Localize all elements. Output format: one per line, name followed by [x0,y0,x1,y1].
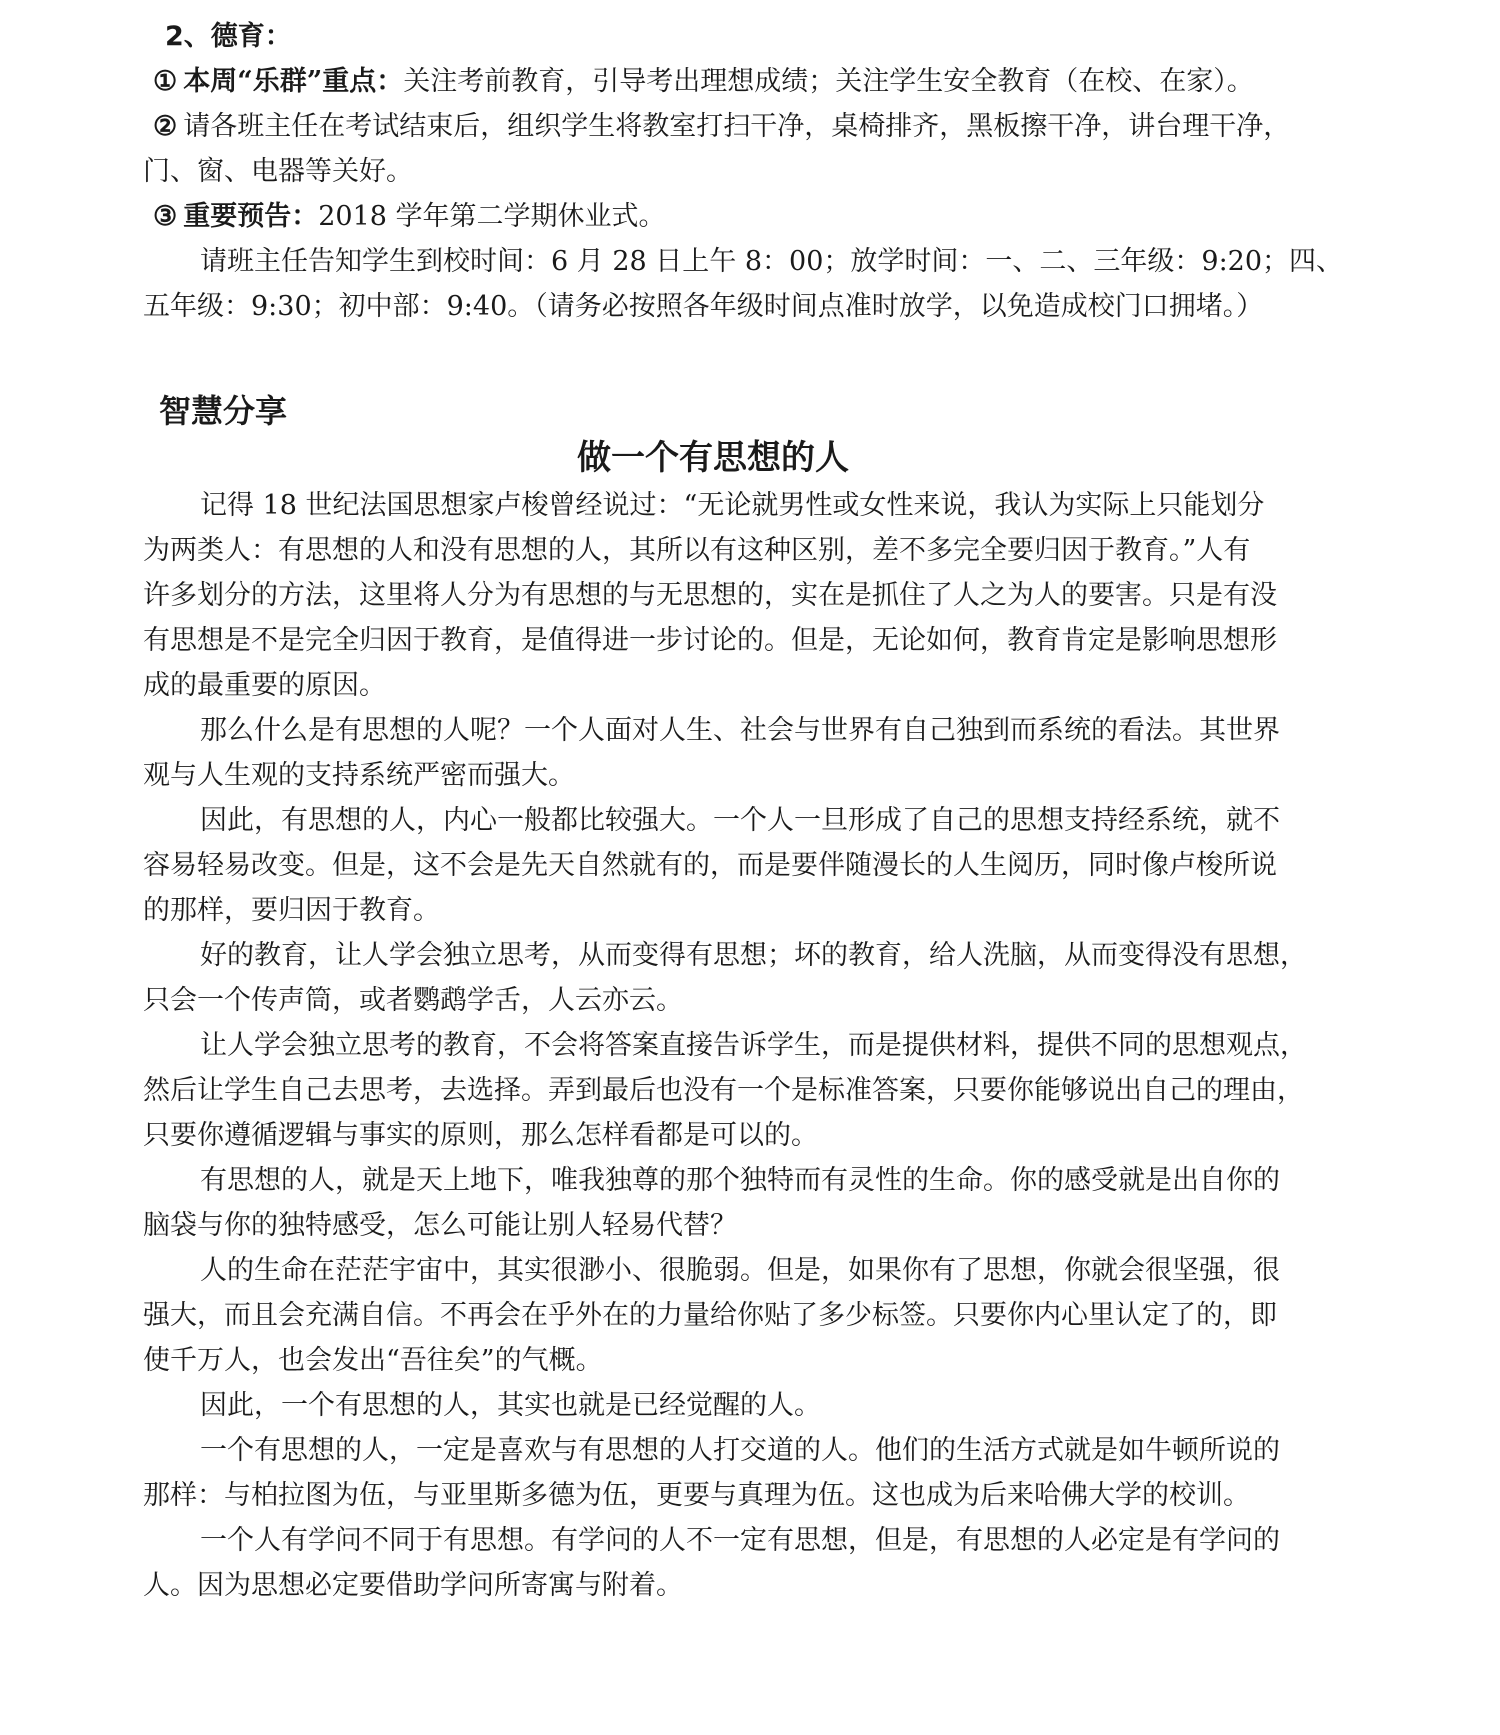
article-paragraph [143,1428,1343,1518]
article-paragraph [143,1383,1343,1428]
article-paragraph [143,1158,1343,1248]
paragraph-line: 的那样，要归因于教育。 [143,895,440,926]
paragraph-line: 为两类人：有思想的人和没有思想的人，其所以有这种区别，差不多完全要归因于教育。”人有 [143,535,1251,566]
paragraph-line: 因此，有思想的人，内心一般都比较强大。一个人一旦形成了自己的思想支持经系统，就不 [200,805,1280,836]
moral-item-2 [143,104,1343,149]
paragraph-line: 一个有思想的人，一定是喜欢与有思想的人打交道的人。他们的生活方式就是如牛顿所说的 [200,1435,1280,1466]
article-paragraph [143,1248,1343,1383]
wisdom-share-title: 智慧分享 [159,392,288,430]
item-2-text-line1: 请各班主任在考试结束后，组织学生将教室打扫干净，桌椅排齐，黑板擦干净，讲台理干净， [183,111,1291,142]
article-title: 做一个有思想的人 [577,438,849,478]
moral-item-2-continuation: 门、窗、电器等关好。 [143,156,413,187]
notice-line-1: 请班主任告知学生到校时间：6 月 28 日上午 8：00；放学时间：一、二、三年级：9:20；四、 [200,246,1344,277]
paragraph-line: 因此，一个有思想的人，其实也就是已经觉醒的人。 [200,1390,821,1421]
paragraph-line: 好的教育，让人学会独立思考，从而变得有思想；坏的教育，给人洗脑，从而变得没有思想， [200,940,1307,971]
paragraph-line: 人的生命在茫茫宇宙中，其实很渺小、很脆弱。但是，如果你有了思想，你就会很坚强，很 [200,1255,1280,1286]
article-paragraph [143,798,1343,933]
paragraph-line: 强大，而且会充满自信。不再会在乎外在的力量给你贴了多少标签。只要你内心里认定了的，即 [143,1300,1277,1331]
item-2-number: ② [153,111,178,142]
paragraph-line: 人。因为思想必定要借助学问所寄寓与附着。 [143,1570,683,1601]
article-paragraph [143,483,1343,708]
item-3-label: 重要预告： [183,201,319,232]
notice-line-2: 五年级：9:30；初中部：9:40。（请务必按照各年级时间点准时放学，以免造成校门口拥堵。） [143,291,1264,322]
document-page [143,14,1343,1608]
paragraph-line: 容易轻易改变。但是，这不会是先天自然就有的，而是要伴随漫长的人生阅历，同时像卢梭所说 [143,850,1277,881]
paragraph-line: 使千万人，也会发出“吾往矣”的气概。 [143,1345,603,1376]
paragraph-line: 记得 18 世纪法国思想家卢梭曾经说过：“无论就男性或女性来说，我认为实际上只能划分 [200,490,1265,521]
article-paragraph [143,1518,1343,1608]
item-1-label: 本周“乐群”重点： [183,66,404,97]
item-3-text: 2018 学年第二学期休业式。 [318,201,666,232]
paragraph-line: 观与人生观的支持系统严密而强大。 [143,760,575,791]
paragraph-line: 然后让学生自己去思考，去选择。弄到最后也没有一个是标准答案，只要你能够说出自己的理由， [143,1075,1304,1106]
article-paragraph [143,933,1343,1023]
paragraph-line: 许多划分的方法，这里将人分为有思想的与无思想的，实在是抓住了人之为人的要害。只是有没 [143,580,1277,611]
paragraph-line: 只会一个传声筒，或者鹦鹉学舌，人云亦云。 [143,985,683,1016]
article-paragraph [143,1023,1343,1158]
item-1-text: 关注考前教育，引导考出理想成绩；关注学生安全教育（在校、在家）。 [403,66,1254,97]
moral-education-heading: 2、德育： [165,21,292,52]
paragraph-line: 有思想是不是完全归因于教育，是值得进一步讨论的。但是，无论如何，教育肯定是影响思想形 [143,625,1277,656]
article-body [143,483,1343,1608]
paragraph-line: 让人学会独立思考的教育，不会将答案直接告诉学生，而是提供材料，提供不同的思想观点， [200,1030,1307,1061]
item-3-number: ③ [153,201,178,232]
moral-item-1 [143,59,1343,104]
article-paragraph [143,708,1343,798]
paragraph-line: 那样：与柏拉图为伍，与亚里斯多德为伍，更要与真理为伍。这也成为后来哈佛大学的校训。 [143,1480,1250,1511]
paragraph-line: 脑袋与你的独特感受，怎么可能让别人轻易代替？ [143,1210,737,1241]
paragraph-line: 那么什么是有思想的人呢？一个人面对人生、社会与世界有自己独到而系统的看法。其世界 [200,715,1280,746]
paragraph-line: 成的最重要的原因。 [143,670,386,701]
paragraph-line: 有思想的人，就是天上地下，唯我独尊的那个独特而有灵性的生命。你的感受就是出自你的 [200,1165,1280,1196]
moral-item-3 [143,194,1343,239]
paragraph-line: 一个人有学问不同于有思想。有学问的人不一定有思想，但是，有思想的人必定是有学问的 [200,1525,1280,1556]
paragraph-line: 只要你遵循逻辑与事实的原则，那么怎样看都是可以的。 [143,1120,818,1151]
item-1-number: ① [153,66,178,97]
